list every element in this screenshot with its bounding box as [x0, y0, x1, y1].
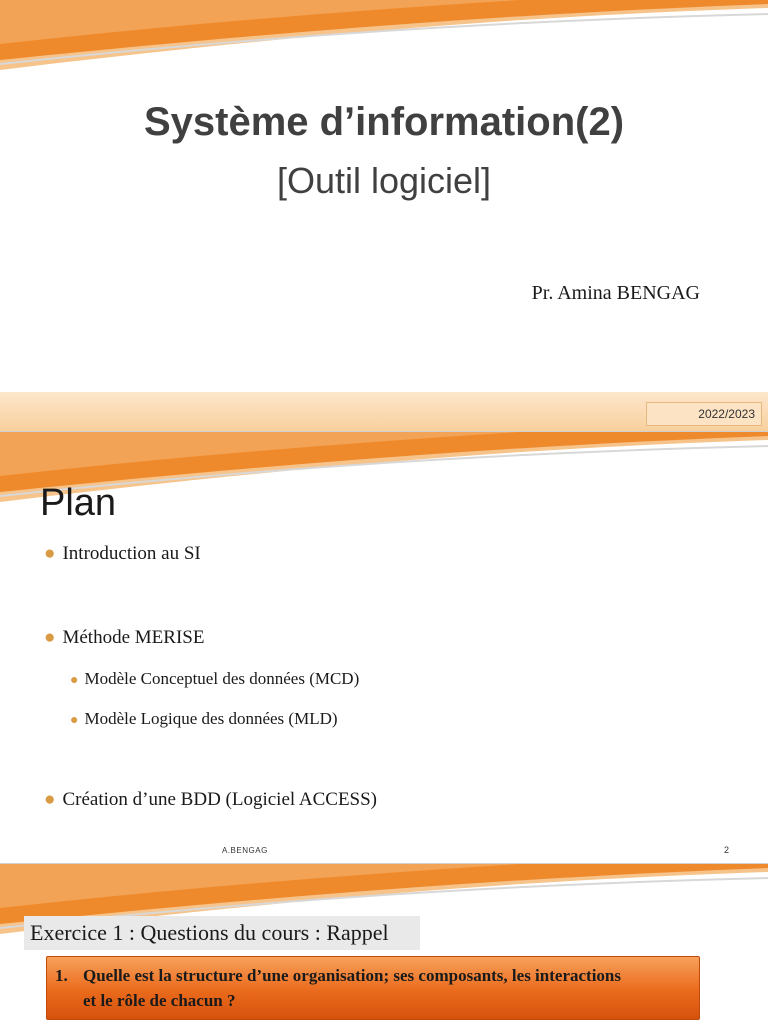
bullet-icon: ● [70, 713, 79, 728]
bullet-icon: ● [44, 543, 56, 564]
bullet-icon: ● [70, 673, 79, 688]
question-text [83, 963, 693, 1013]
bullet-icon: ● [44, 789, 56, 810]
author-name: Pr. Amina BENGAG [531, 282, 700, 304]
question-line-2: et le rôle de chacun ? [83, 991, 236, 1010]
academic-year-badge: 2022/2023 [646, 402, 762, 426]
plan-subitem-mld: ● Modèle Logique des données (MLD) [70, 709, 338, 728]
exercise-heading: Exercice 1 : Questions du cours : Rappel [24, 916, 420, 950]
presentation-subtitle: [Outil logiciel] [276, 160, 492, 201]
title-slide [0, 0, 768, 432]
plan-item-merise: ● Méthode MERISE [44, 627, 205, 648]
orange-swoosh-decoration [0, 0, 768, 100]
plan-item-access: ● Création d’une BDD (Logiciel ACCESS) [44, 789, 378, 810]
bullet-icon: ● [44, 627, 56, 648]
exercise-slide [0, 864, 768, 1024]
plan-subitem-mcd: ● Modèle Conceptuel des données (MCD) [70, 669, 360, 688]
question-number: 1. [55, 966, 68, 985]
plan-slide [0, 432, 768, 864]
presentation-title: Système d’information(2) [143, 100, 625, 144]
plan-title: Plan [40, 482, 117, 524]
footer-author: A.BENGAG [222, 846, 268, 855]
page-number: 2 [724, 845, 730, 855]
question-box [46, 956, 700, 1020]
question-line-1: Quelle est la structure d’une organisation; ses composants, les interactions [83, 966, 621, 985]
plan-item-introduction: ● Introduction au SI [44, 543, 201, 564]
